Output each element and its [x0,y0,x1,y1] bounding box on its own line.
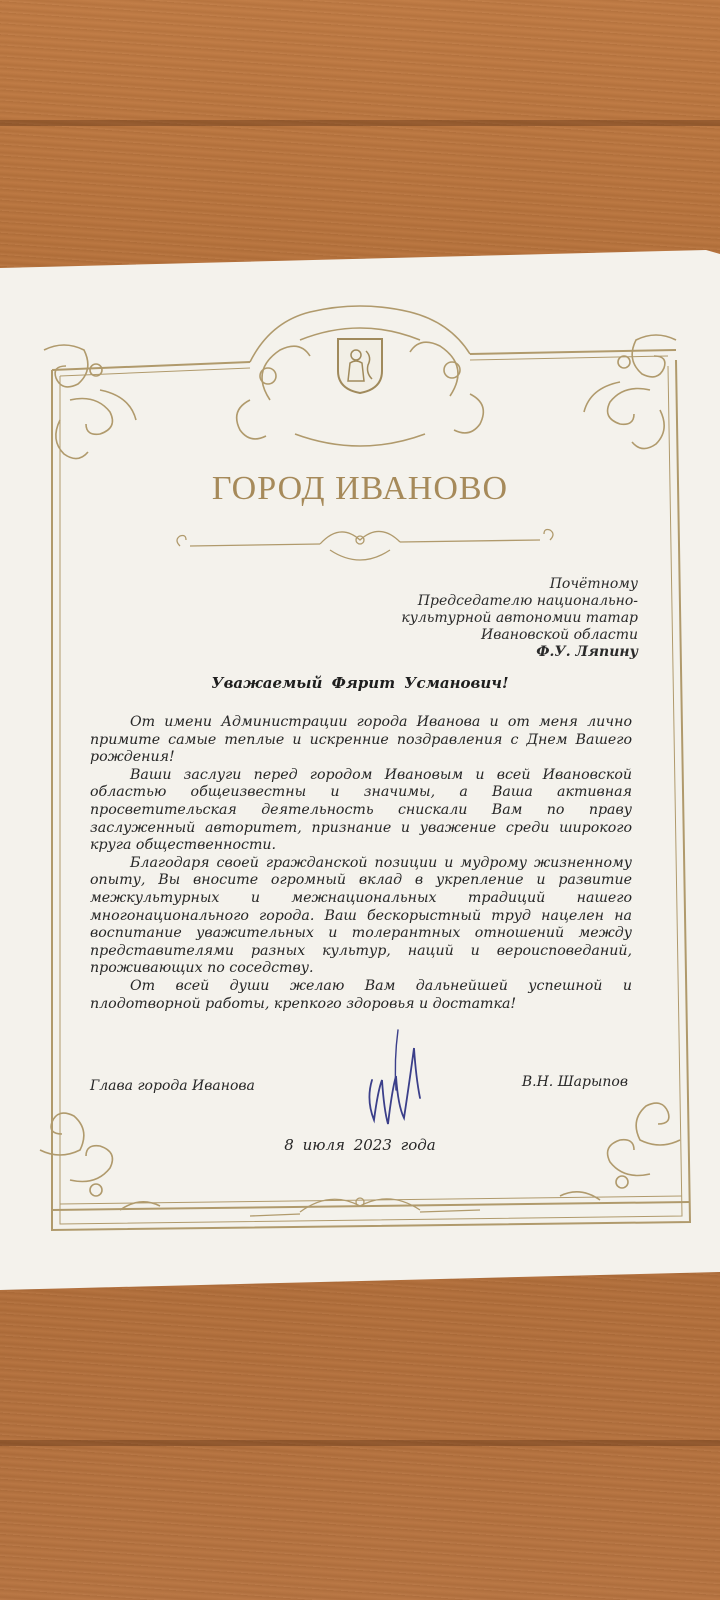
recipient-line: Председателю национально- [417,593,638,609]
body-paragraph: Благодаря своей гражданской позиции и мудрому жизненному опыту, Вы вносите огромный вклад в укрепление и развитие межкультурных и межнациональных традиций нашего многонационального города. Ваш бескорыстный труд нацелен на воспитание уважительных и толерантных отношений между представителями разных культур, наций и вероисповеданий, проживающих по соседству. [90,854,632,977]
corner-ornament-top-left [44,345,136,459]
city-title: ГОРОД ИВАНОВО [211,470,509,507]
signer-title: Глава города Иванова [90,1078,255,1094]
title-divider [177,530,553,561]
letter-date: 8 июля 2023 года [284,1136,436,1154]
table-edge-top [0,120,720,126]
recipient-line: культурной автономии татар [401,610,638,626]
body-paragraph: От имени Администрации города Иванова и от меня лично примите самые теплые и искренние поздравления с Днем Вашего рождения! [90,714,632,766]
corner-ornament-bottom-left [40,1113,160,1210]
greeting: Уважаемый Фярит Усманович! [211,674,509,692]
body-paragraph: Ваши заслуги перед городом Ивановым и всей Ивановской областью общеизвестны и значимы, а Ваша активная просветительская деятельность снискали Вам по праву заслуженный авторитет, признание и уважение среди широкого круга общественности. [90,766,632,854]
table-edge-bottom [0,1440,720,1446]
recipient-line: Ивановской области [481,627,638,643]
body-paragraph: От всей души желаю Вам дальнейшей успешной и плодотворной работы, крепкого здоровья и достатка! [90,977,632,1012]
recipient-block [278,576,638,661]
coat-of-arms-icon [336,337,384,395]
recipient-name: Ф.У. Ляпину [536,644,638,660]
letter-body [90,714,632,1013]
signer-name: В.Н. Шарыпов [521,1074,628,1090]
handwritten-signature [358,1020,428,1130]
recipient-line: Почётному [549,576,638,592]
